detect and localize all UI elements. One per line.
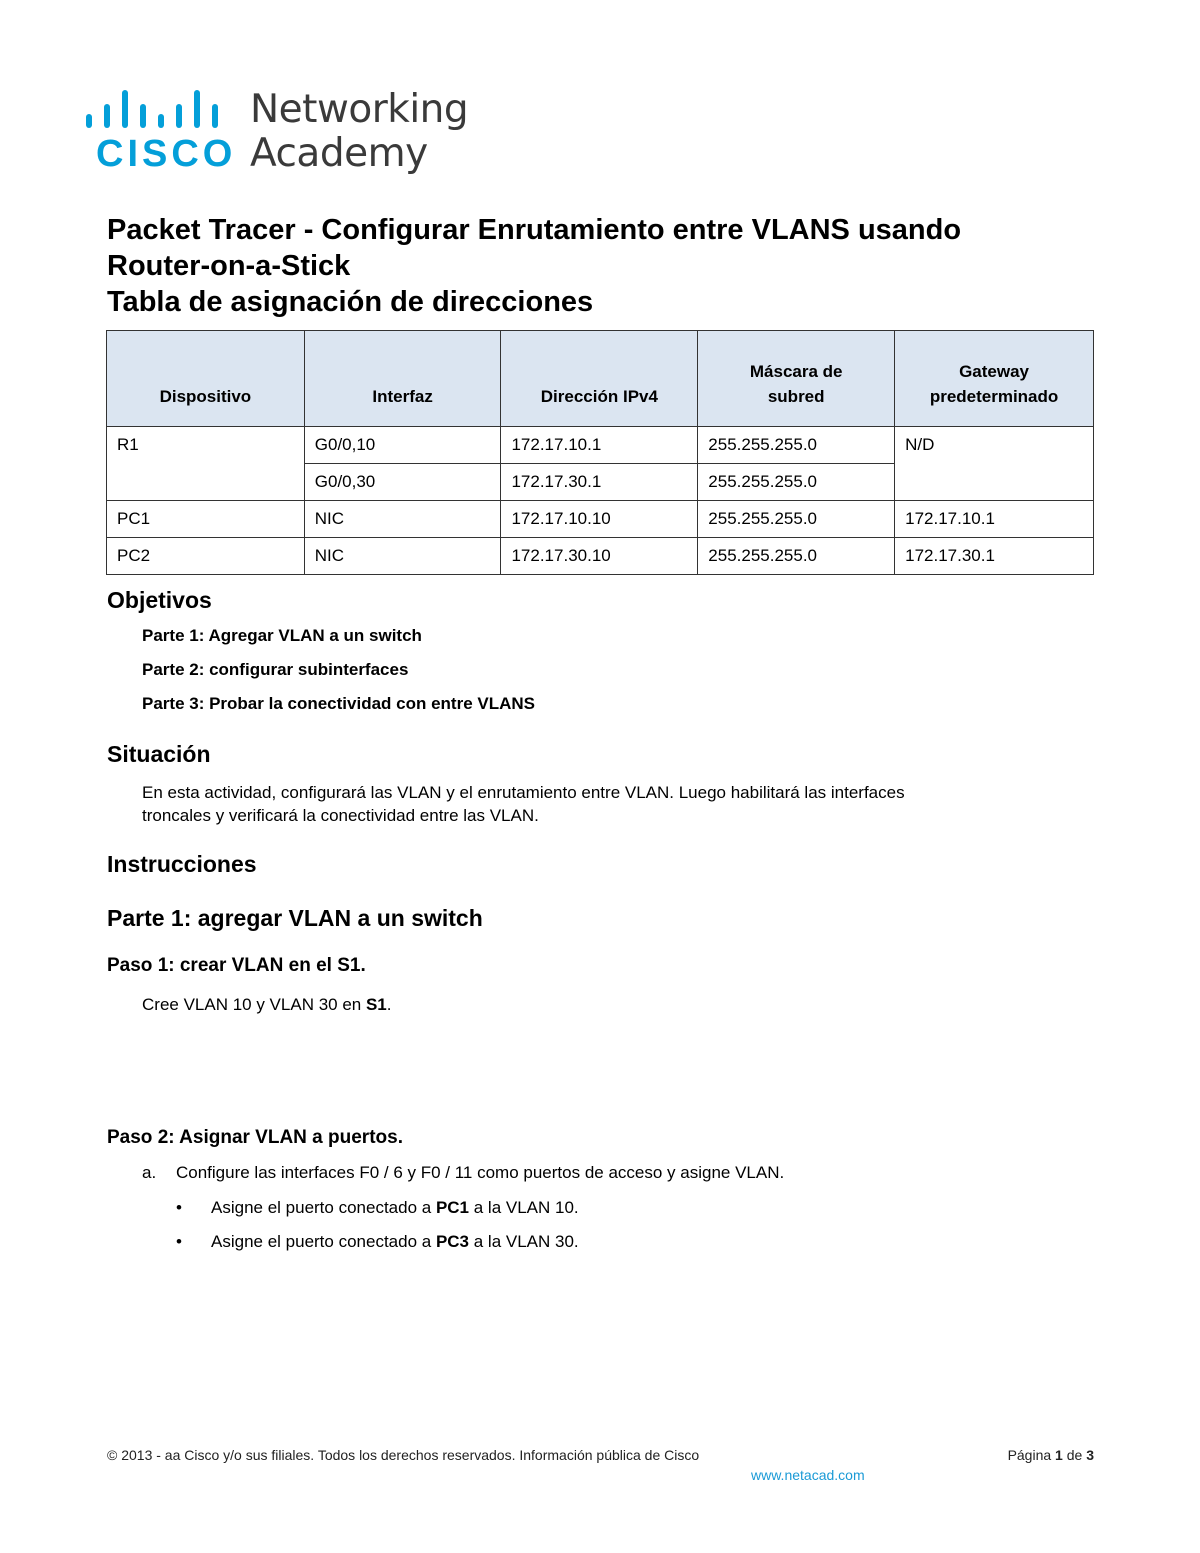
table-header-row — [107, 331, 1094, 427]
cell-interface: NIC — [304, 501, 501, 538]
col-header-gateway-line2: predeterminado — [929, 387, 1059, 406]
item-a-text: Configure las interfaces F0 / 6 y F0 / 11 como puertos de acceso y asigne VLAN. — [176, 1163, 785, 1182]
bullet-1-after: a la VLAN 10. — [469, 1198, 579, 1217]
table-row — [107, 427, 1094, 464]
title-line-1: Packet Tracer - Configurar Enrutamiento entre VLANS usando — [107, 214, 962, 246]
logo-networking-text: Networking — [250, 87, 469, 132]
bullet-2-before: Asigne el puerto conectado a — [211, 1232, 436, 1251]
cell-ipv4: 172.17.30.1 — [501, 464, 698, 501]
cell-mask: 255.255.255.0 — [698, 538, 895, 575]
cell-interface: G0/0,10 — [304, 427, 501, 464]
bullet-icon: • — [176, 1198, 182, 1217]
cell-device: R1 — [107, 427, 305, 501]
col-header-mask — [698, 331, 895, 427]
col-header-ipv4: Dirección IPv4 — [501, 331, 698, 427]
cell-gateway: N/D — [895, 427, 1094, 501]
cell-ipv4: 172.17.30.10 — [501, 538, 698, 575]
page-mid: de — [1062, 1447, 1087, 1463]
page-current: 1 — [1055, 1447, 1063, 1463]
item-a-label: a. — [142, 1163, 157, 1182]
objetivo-part-3: Parte 3: Probar la conectividad con entre VLANS — [142, 694, 536, 713]
cisco-networking-academy-logo — [86, 87, 469, 178]
logo-academy-text: Academy — [250, 131, 428, 176]
cell-gateway: 172.17.10.1 — [895, 501, 1094, 538]
page-prefix: Página — [1007, 1447, 1056, 1463]
footer-copyright: © 2013 - aa Cisco y/o sus filiales. Todos los derechos reservados. Información pública de Cisco — [107, 1447, 700, 1463]
cell-gateway: 172.17.30.1 — [895, 538, 1094, 575]
step2-heading: Paso 2: Asignar VLAN a puertos. — [107, 1127, 403, 1148]
bullet-1-before: Asigne el puerto conectado a — [211, 1198, 436, 1217]
document-title — [107, 212, 1107, 284]
cell-device: PC2 — [107, 538, 305, 575]
cell-interface: NIC — [304, 538, 501, 575]
bullet-item — [211, 1196, 579, 1220]
step1-text-after: . — [386, 995, 392, 1014]
cisco-wordmark: CISCO — [96, 133, 237, 175]
table-row — [107, 538, 1094, 575]
page-total: 3 — [1086, 1447, 1094, 1463]
cisco-bars-icon — [86, 88, 226, 128]
bullet-1-bold: PC1 — [435, 1198, 470, 1217]
situacion-line-2: troncales y verificará la conectividad entre las VLAN. — [142, 806, 539, 825]
cell-mask: 255.255.255.0 — [698, 501, 895, 538]
bullet-2-after: a la VLAN 30. — [469, 1232, 579, 1251]
instrucciones-heading: Instrucciones — [107, 851, 257, 877]
bullet-item — [211, 1230, 579, 1254]
cell-mask: 255.255.255.0 — [698, 427, 895, 464]
objetivo-part-1: Parte 1: Agregar VLAN a un switch — [142, 626, 422, 645]
address-table — [106, 330, 1094, 575]
table-heading: Tabla de asignación de direcciones — [107, 286, 594, 318]
col-header-mask-line1: Máscara de — [749, 362, 843, 381]
col-header-device: Dispositivo — [107, 331, 305, 427]
step1-text-before: Cree VLAN 10 y VLAN 30 en — [142, 995, 366, 1014]
col-header-gateway — [895, 331, 1094, 427]
cell-device: PC1 — [107, 501, 305, 538]
col-header-mask-line2: subred — [767, 387, 825, 406]
objetivo-part-2: Parte 2: configurar subinterfaces — [142, 660, 409, 679]
objetivos-heading: Objetivos — [107, 587, 212, 613]
col-header-gateway-line1: Gateway — [959, 362, 1030, 381]
col-header-interface: Interfaz — [304, 331, 501, 427]
cell-ipv4: 172.17.10.10 — [501, 501, 698, 538]
step1-text-bold: S1 — [365, 995, 387, 1014]
table-row — [107, 501, 1094, 538]
cell-ipv4: 172.17.10.1 — [501, 427, 698, 464]
step1-heading: Paso 1: crear VLAN en el S1. — [107, 955, 366, 976]
cell-interface: G0/0,30 — [304, 464, 501, 501]
situacion-line-1: En esta actividad, configurará las VLAN y el enrutamiento entre VLAN. Luego habilitará las interfaces — [142, 783, 905, 802]
footer-page-number — [1008, 1446, 1094, 1464]
situacion-heading: Situación — [107, 741, 211, 767]
title-line-2: Router-on-a-Stick — [107, 250, 351, 282]
bullet-2-bold: PC3 — [435, 1232, 470, 1251]
bullet-icon: • — [176, 1232, 182, 1251]
step1-text — [142, 993, 1042, 1017]
footer-url-link[interactable]: www.netacad.com — [751, 1467, 865, 1483]
part1-heading: Parte 1: agregar VLAN a un switch — [107, 905, 483, 931]
cell-mask: 255.255.255.0 — [698, 464, 895, 501]
